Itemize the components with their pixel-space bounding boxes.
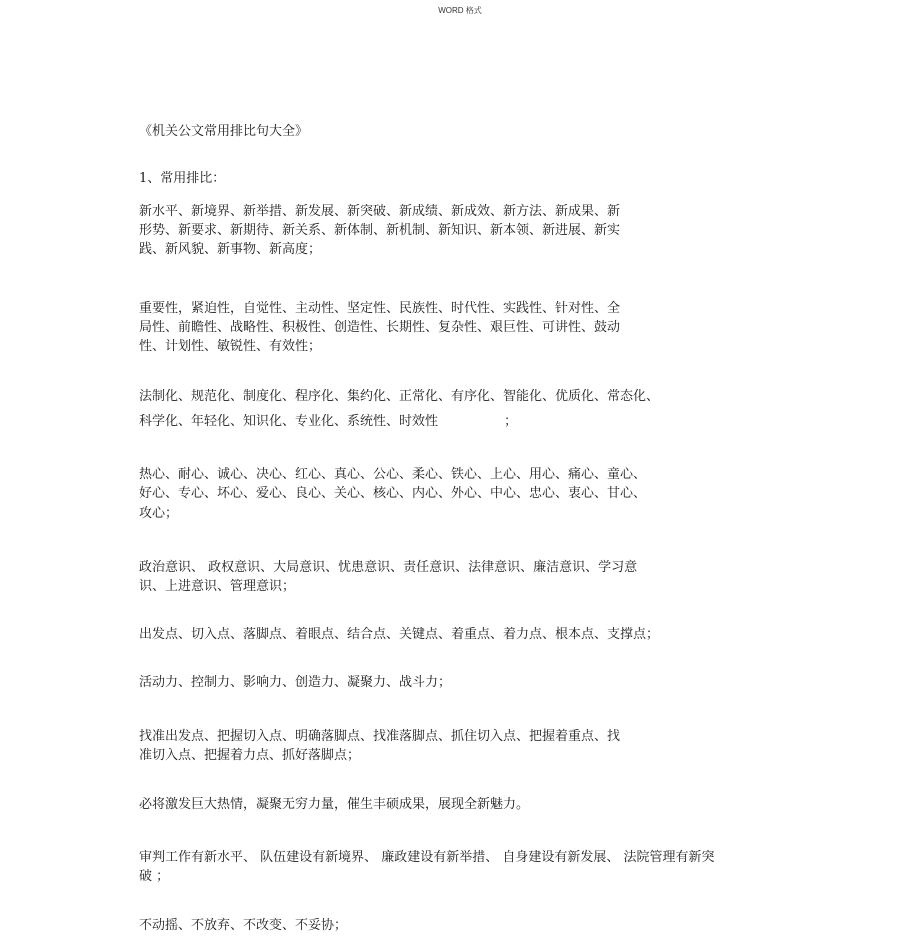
paragraph-line: 审判工作有新水平、 队伍建设有新境界、 廉政建设有新举措、 自身建设有新发展、 法院管理有新突 (139, 850, 715, 865)
paragraph-line: 好心、专心、坏心、爱心、良心、关心、核心、内心、外心、中心、忠心、衷心、甘心、 (139, 486, 647, 501)
page-header: WORD 格式 (438, 6, 482, 15)
paragraph-line: 必将激发巨大热情，凝聚无穷力量，催生丰硕成果，展现全新魅力。 (139, 797, 530, 812)
paragraph-line: 新水平、新境界、新举措、新发展、新突破、新成绩、新成效、新方法、新成果、新 (139, 204, 621, 219)
paragraph-line: 局性、前瞻性、战略性、积极性、创造性、长期性、复杂性、艰巨性、可讲性、鼓动 (139, 320, 621, 335)
paragraph-line: 破 ； (139, 869, 170, 884)
paragraph-line: 活动力、控制力、影响力、创造力、凝聚力、战斗力； (139, 675, 452, 690)
paragraph-line: 政治意识、 政权意识、大局意识、忧患意识、责任意识、法律意识、廉洁意识、学习意 (139, 560, 638, 575)
paragraph-line: 性、计划性、敏锐性、有效性； (139, 339, 322, 354)
paragraph-line: 形势、新要求、新期待、新关系、新体制、新机制、新知识、新本领、新进展、新实 (139, 223, 621, 238)
paragraph-line: 出发点、切入点、落脚点、着眼点、结合点、关键点、着重点、着力点、根本点、支撑点； (139, 627, 660, 642)
paragraph-line: 践、新风貌、新事物、新高度； (139, 242, 322, 257)
paragraph-line: 不动摇、不放弃、不改变、不妥协； (139, 918, 348, 933)
paragraph-line: 找准出发点、把握切入点、明确落脚点、找准落脚点、抓住切入点、把握着重点、找 (139, 729, 621, 744)
paragraph-line: 识、上进意识、管理意识； (139, 579, 296, 594)
paragraph-line: 攻心； (139, 506, 179, 521)
document-title: 《机关公文常用排比句大全》 (139, 124, 309, 139)
paragraph-line: 准切入点、把握着力点、抓好落脚点； (139, 748, 361, 763)
paragraph-line: 法制化、规范化、制度化、程序化、集约化、正常化、有序化、智能化、优质化、常态化、 (139, 389, 660, 404)
section-heading: 1、常用排比： (139, 171, 226, 186)
paragraph-line: 科学化、年轻化、知识化、专业化、系统性、时效性 ； (139, 414, 518, 429)
paragraph-line: 热心、耐心、诚心、决心、红心、真心、公心、柔心、铁心、上心、用心、痛心、童心、 (139, 467, 647, 482)
paragraph-line: 重要性，紧迫性，自觉性、主动性、坚定性、民族性、时代性、实践性、针对性、全 (139, 301, 621, 316)
